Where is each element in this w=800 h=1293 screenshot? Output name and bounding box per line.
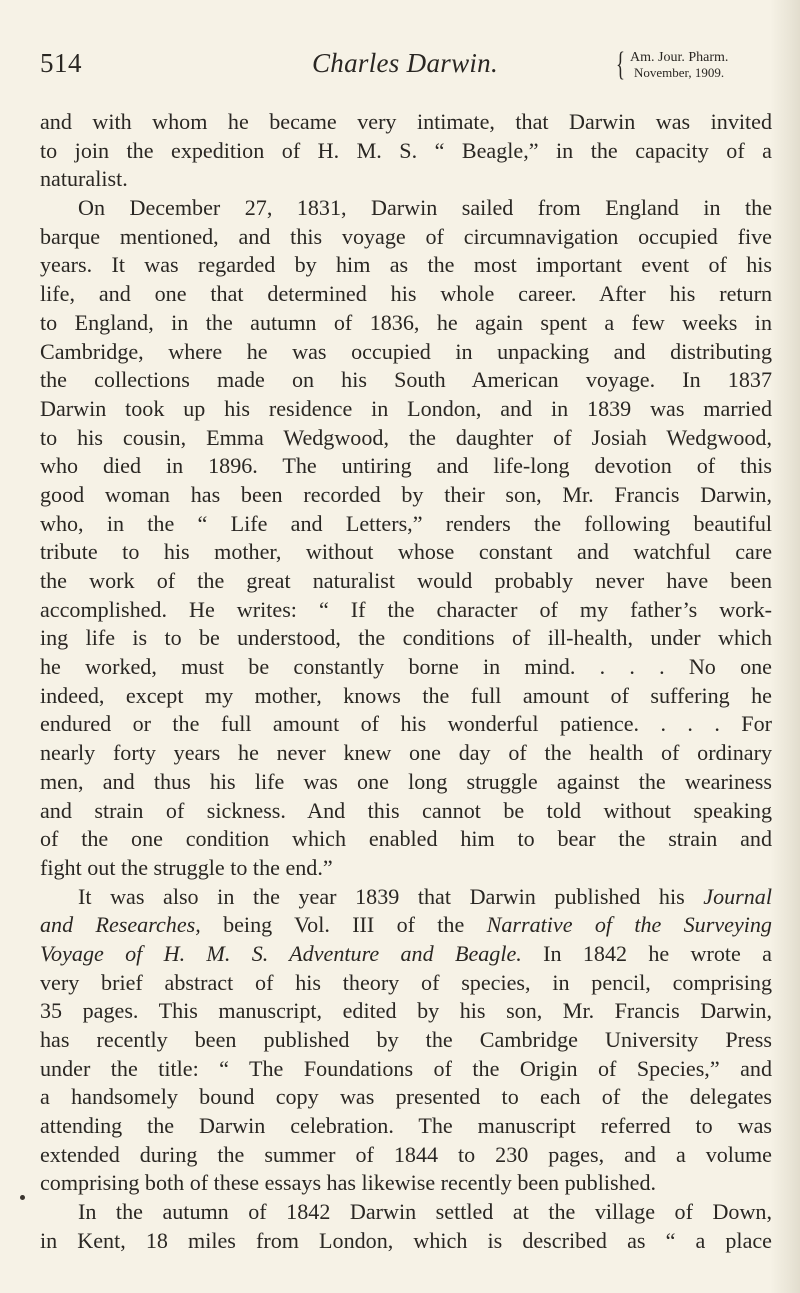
- text-run: It was also in the year 1839 that Darwin published his: [78, 883, 704, 909]
- text-line: indeed, except my mother, knows the full amount of suffering he: [40, 682, 772, 708]
- text-line: to his cousin, Emma Wedgwood, the daughter of Josiah Wedgwood,: [40, 424, 772, 450]
- text-line: good woman has been recorded by their son, Mr. Francis Darwin,: [40, 481, 772, 507]
- text-line: the work of the great naturalist would probably never have been: [40, 568, 772, 593]
- text-line: [40, 911, 772, 940]
- text-line: and strain of sickness. And this cannot be told without speaking: [40, 797, 772, 823]
- running-title: Charles Darwin.: [312, 48, 499, 78]
- article-body: [40, 108, 772, 1256]
- text-line: endured or the full amount of his wonderful patience. . . . For: [40, 711, 772, 737]
- text-line: nearly forty years he never knew one day of the health of ordinary: [40, 740, 772, 766]
- text-line: under the title: “ The Foundations of the Origin of Species,” and: [40, 1055, 772, 1081]
- journal-reference: [616, 46, 729, 83]
- text-line: men, and thus his life was one long struggle against the weariness: [40, 768, 772, 794]
- journal-name: Am. Jour. Pharm.: [630, 50, 729, 65]
- italic-title: Voyage of H. M. S. Adventure and Beagle.: [40, 940, 522, 966]
- running-head: [40, 48, 770, 88]
- text-line: accomplished. He writes: “ If the character of my father’s work-: [40, 596, 772, 622]
- text-line: tribute to his mother, without whose constant and watchful care: [40, 539, 772, 565]
- text-line: On December 27, 1831, Darwin sailed from England in the: [78, 195, 772, 221]
- text-line: a handsomely bound copy was presented to each of the delegates: [40, 1084, 772, 1110]
- text-line: who, in the “ Life and Letters,” renders the following beautiful: [40, 510, 772, 536]
- text-line: to join the expedition of H. M. S. “ Beagle,” in the capacity of a: [40, 137, 772, 163]
- text-line: who died in 1896. The untiring and life-long devotion of this: [40, 453, 772, 479]
- italic-title: Narrative of the Surveying: [486, 912, 772, 938]
- text-line: Darwin took up his residence in London, and in 1839 was married: [40, 395, 772, 421]
- text-line: years. It was regarded by him as the most important event of his: [40, 252, 772, 278]
- text-line: [40, 883, 772, 912]
- italic-title: Journal: [703, 883, 772, 909]
- page-number: 514: [40, 48, 82, 78]
- text-line: he worked, must be constantly borne in mind. . . . No one: [40, 654, 772, 680]
- text-line: Cambridge, where he was occupied in unpacking and distributing: [40, 338, 772, 364]
- text-line: [40, 940, 772, 969]
- text-line: of the one condition which enabled him to bear the strain and: [40, 826, 772, 852]
- text-line: the collections made on his South American voyage. In 1837: [40, 367, 772, 393]
- text-line: life, and one that determined his whole career. After his return: [40, 281, 772, 307]
- text-line: to England, in the autumn of 1836, he again spent a few weeks in: [40, 309, 772, 335]
- italic-title: and Researches,: [40, 912, 201, 938]
- text-line: very brief abstract of his theory of species, in pencil, comprising: [40, 969, 772, 995]
- brace-mark: {: [616, 46, 625, 83]
- text-run: being Vol. III of the: [200, 912, 487, 938]
- text-line: barque mentioned, and this voyage of circumnavigation occupied five: [40, 223, 772, 249]
- issue-date: November, 1909.: [634, 65, 725, 80]
- text-line: and with whom he became very intimate, that Darwin was invited: [40, 109, 772, 134]
- text-run: In 1842 he wrote a: [521, 940, 772, 966]
- stray-ink-dot: [20, 1195, 25, 1200]
- text-line: attending the Darwin celebration. The manuscript referred to was: [40, 1113, 772, 1139]
- text-line: comprising both of these essays has likewise recently been published.: [40, 1170, 657, 1196]
- text-line: fight out the struggle to the end.”: [40, 854, 333, 880]
- text-line: ing life is to be understood, the conditions of ill-health, under which: [40, 625, 772, 651]
- text-line: in Kent, 18 miles from London, which is described as “ a place: [40, 1227, 772, 1253]
- text-line: has recently been published by the Cambridge University Press: [40, 1027, 772, 1052]
- text-line: 35 pages. This manuscript, edited by his son, Mr. Francis Darwin,: [40, 998, 772, 1024]
- text-line: extended during the summer of 1844 to 230 pages, and a volume: [40, 1141, 772, 1167]
- text-line: In the autumn of 1842 Darwin settled at the village of Down,: [78, 1199, 772, 1225]
- text-line: naturalist.: [40, 166, 128, 192]
